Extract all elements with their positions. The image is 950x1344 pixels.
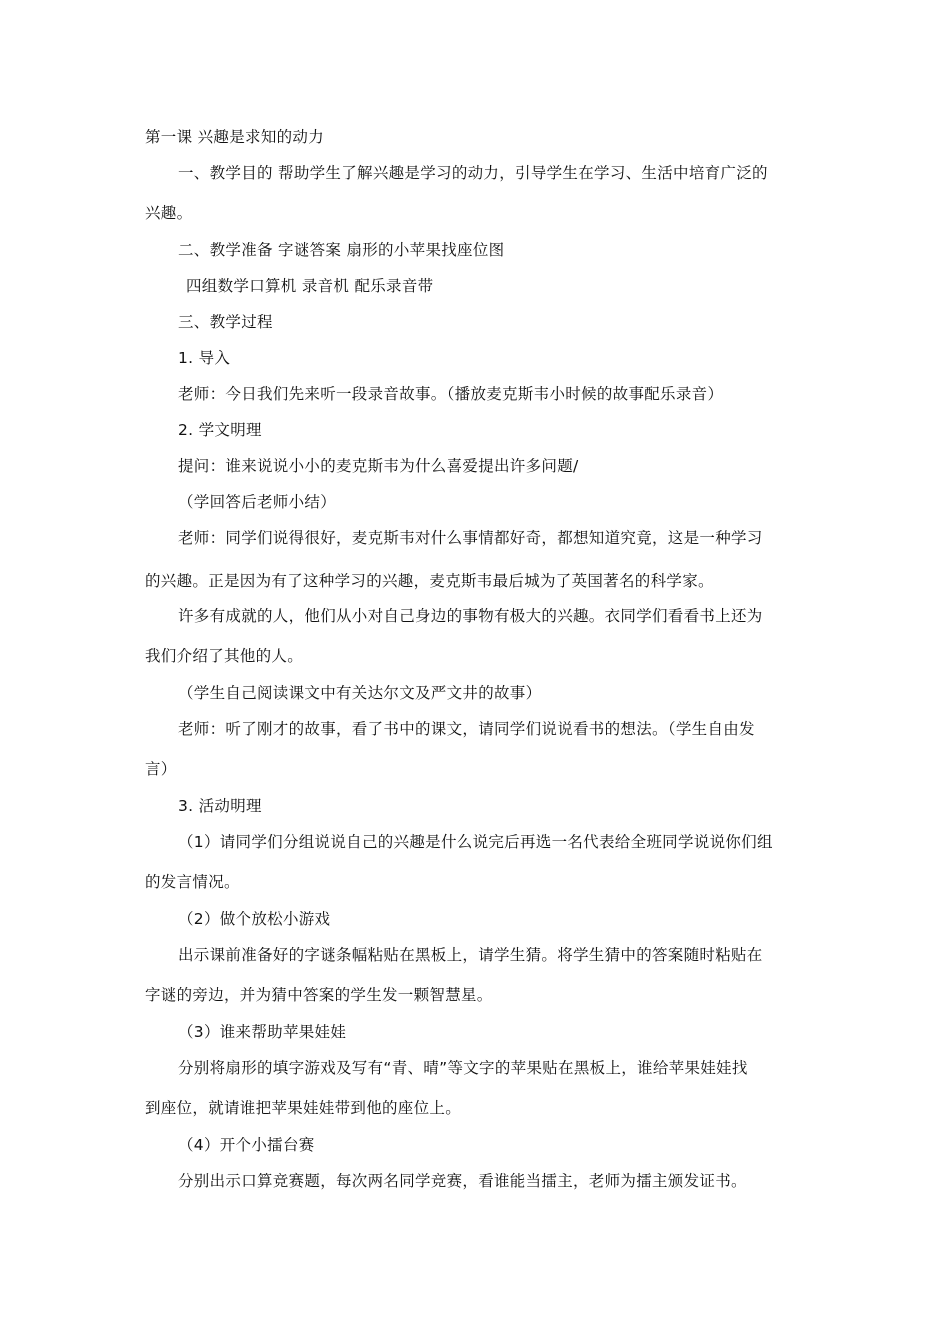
section-objectives: 一、教学目的 帮助学生了解兴趣是学习的动力，引导学生在学习、生活中培育广泛的	[178, 164, 768, 182]
activity-4-text: 分别出示口算竞赛题，每次两名同学竞赛，看谁能当擂主，老师为擂主颁发证书。	[178, 1172, 747, 1190]
step-study: 2. 学文明理	[178, 421, 262, 439]
activity-2-text-cont: 字谜的旁边，并为猜中答案的学生发一颗智慧星。	[145, 986, 493, 1004]
activity-2: （2）做个放松小游戏	[178, 910, 331, 928]
section-preparation: 二、教学准备 字谜答案 扇形的小苹果找座位图	[178, 241, 505, 259]
section-preparation-cont: 四组数学口算机 录音机 配乐录音带	[186, 277, 434, 295]
step-study-question: 提问：谁来说说小小的麦克斯韦为什么喜爱提出许多问题/	[178, 457, 579, 475]
activity-1-cont: 的发言情况。	[145, 873, 240, 891]
activity-3-text-cont: 到座位，就请谁把苹果娃娃带到他的座位上。	[145, 1099, 462, 1117]
activity-1: （1）请同学们分组说说自己的兴趣是什么说完后再选一名代表给全班同学说说你们组	[178, 833, 773, 851]
teacher-remark-1-cont: 的兴趣。正是因为有了这种学习的兴趣，麦克斯韦最后城为了英国著名的科学家。	[145, 572, 714, 590]
paragraph-achievers: 许多有成就的人，他们从小对自己身边的事物有极大的兴趣。衣同学们看看书上还为	[178, 607, 763, 625]
step-intro-text: 老师：今日我们先来听一段录音故事。（播放麦克斯韦小时候的故事配乐录音）	[178, 385, 724, 403]
activity-3: （3）谁来帮助苹果娃娃	[178, 1023, 347, 1041]
activity-3-text: 分别将扇形的填字游戏及写有“青、晴”等文字的苹果贴在黑板上，谁给苹果娃娃找	[178, 1059, 748, 1077]
activity-2-text: 出示课前准备好的字谜条幅粘贴在黑板上，请学生猜。将学生猜中的答案随时粘贴在	[178, 946, 763, 964]
step-intro: 1. 导入	[178, 349, 231, 367]
step-study-summary: （学回答后老师小结）	[178, 493, 337, 511]
teacher-remark-1: 老师：同学们说得很好，麦克斯韦对什么事情都好奇，都想知道究竟，这是一种学习	[178, 529, 763, 547]
section-objectives-cont: 兴趣。	[145, 204, 193, 222]
section-process: 三、教学过程	[178, 313, 273, 331]
teacher-remark-2: 老师：听了刚才的故事，看了书中的课文，请同学们说说看书的想法。（学生自由发	[178, 720, 755, 738]
activity-4: （4）开个小擂台赛	[178, 1136, 315, 1154]
step-activity: 3. 活动明理	[178, 797, 262, 815]
lesson-title: 第一课 兴趣是求知的动力	[145, 128, 325, 146]
paragraph-achievers-cont: 我们介绍了其他的人。	[145, 647, 304, 665]
teacher-remark-2-cont: 言）	[145, 760, 177, 778]
reading-note: （学生自己阅读课文中有关达尔文及严文井的故事）	[178, 684, 542, 702]
